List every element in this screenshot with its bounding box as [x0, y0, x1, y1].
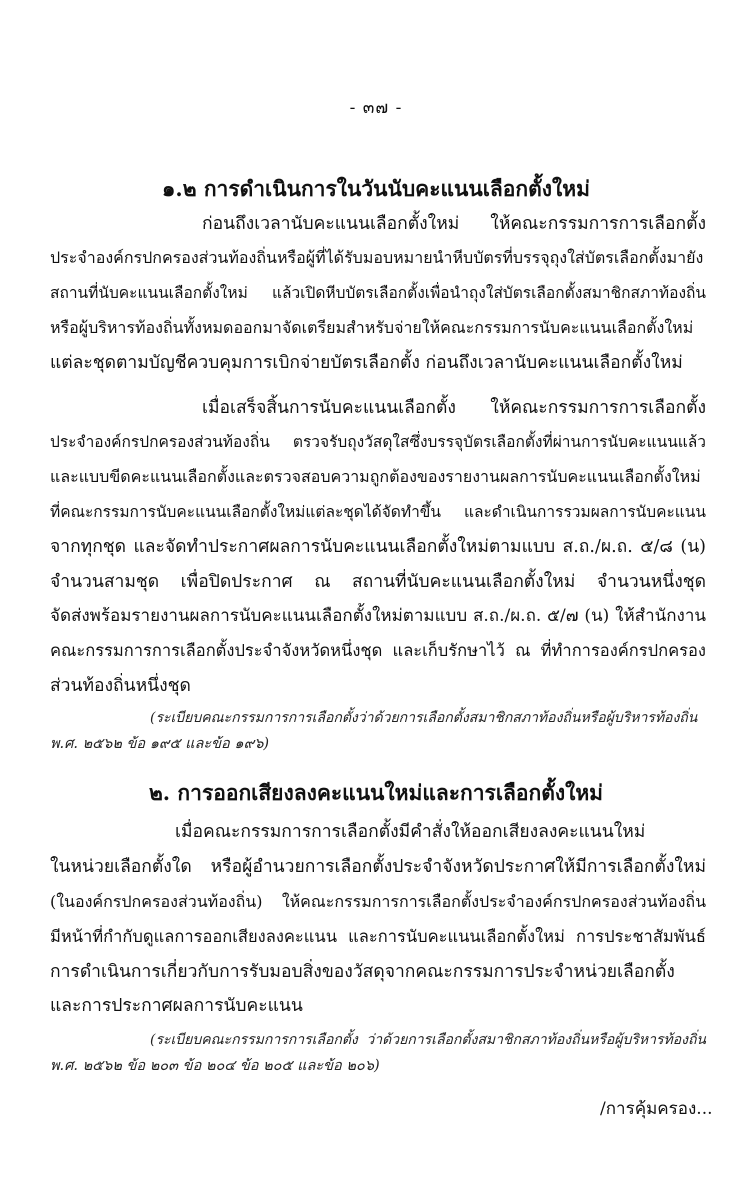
- body-line: มีหน้าที่กำกับดูแลการออกเสียงลงคะแนน และการนับคะแนนเลือกตั้งใหม่ การประชาสัมพันธ์: [50, 927, 706, 946]
- regulation-reference: (ระเบียบคณะกรรมการการเลือกตั้งว่าด้วยการเลือกตั้งสมาชิกสภาท้องถิ่นหรือผู้บริหารท้องถิ่น: [150, 710, 698, 726]
- section-heading-2: ๒. การออกเสียงลงคะแนนใหม่และการเลือกตั้งใหม่: [148, 780, 604, 805]
- body-line: คณะกรรมการการเลือกตั้งประจำจังหวัดหนึ่งชุด และเก็บรักษาไว้ ณ ที่ทำการองค์กรปกครอง: [50, 641, 706, 660]
- body-line: แต่ละชุดตามบัญชีควบคุมการเบิกจ่ายบัตรเลือกตั้ง ก่อนถึงเวลานับคะแนนเลือกตั้งใหม่: [50, 353, 683, 373]
- body-line: และแบบขีดคะแนนเลือกตั้งและตรวจสอบความถูกต้องของรายงานผลการนับคะแนนเลือกตั้งใหม่: [50, 467, 701, 486]
- continuation-marker: /การคุ้มครอง...: [600, 1099, 713, 1119]
- page-number: - ๓๗ -: [349, 98, 403, 118]
- body-line: ประจำองค์กรปกครองส่วนท้องถิ่นหรือผู้ที่ได้รับมอบหมายนำหีบบัตรที่บรรจุถุงใส่บัตรเลือกตั้งมายัง: [50, 248, 704, 267]
- body-line: การดำเนินการเกี่ยวกับการรับมอบสิ่งของวัสดุจากคณะกรรมการประจำหน่วยเลือกตั้ง: [50, 962, 675, 982]
- regulation-reference: (ระเบียบคณะกรรมการการเลือกตั้ง ว่าด้วยการเลือกตั้งสมาชิกสภาท้องถิ่นหรือผู้บริหารท้องถิ่น: [150, 1032, 706, 1048]
- body-line: จัดส่งพร้อมรายงานผลการนับคะแนนเลือกตั้งใหม่ตามแบบ ส.ถ./ผ.ถ. ๕/๗ (น) ให้สำนักงาน: [50, 606, 706, 626]
- body-line: (ในองค์กรปกครองส่วนท้องถิ่น) ให้คณะกรรมการการเลือกตั้งประจำองค์กรปกครองส่วนท้องถิ่น: [50, 892, 706, 911]
- body-line: ประจำองค์กรปกครองส่วนท้องถิ่น ตรวจรับถุงวัสดุใสซึ่งบรรจุบัตรเลือกตั้งที่ผ่านการนับคะแนนแล้ว: [50, 433, 706, 451]
- body-line: จากทุกชุด และจัดทำประกาศผลการนับคะแนนเลือกตั้งใหม่ตามแบบ ส.ถ./ผ.ถ. ๕/๘ (น): [50, 537, 706, 557]
- body-line: เมื่อเสร็จสิ้นการนับคะแนนเลือกตั้ง ให้คณะกรรมการการเลือกตั้ง: [202, 398, 706, 418]
- body-line: ส่วนท้องถิ่นหนึ่งชุด: [50, 676, 191, 696]
- body-line: เมื่อคณะกรรมการการเลือกตั้งมีคำสั่งให้ออกเสียงลงคะแนนใหม่: [175, 822, 646, 842]
- regulation-reference: พ.ศ. ๒๕๖๒ ข้อ ๑๙๕ และข้อ ๑๙๖): [50, 736, 270, 752]
- body-line: หรือผู้บริหารท้องถิ่นทั้งหมดออกมาจัดเตรียมสำหรับจ่ายให้คณะกรรมการนับคะแนนเลือกตั้งใหม่: [50, 318, 694, 337]
- body-line: และการประกาศผลการนับคะแนน: [50, 996, 303, 1016]
- body-line: ที่คณะกรรมการนับคะแนนเลือกตั้งใหม่แต่ละชุดได้จัดทำขึ้น และดำเนินการรวมผลการนับคะแนน: [50, 503, 706, 521]
- regulation-reference: พ.ศ. ๒๕๖๒ ข้อ ๒๐๓ ข้อ ๒๐๔ ข้อ ๒๐๕ และข้อ ๒๐๖): [50, 1058, 380, 1074]
- body-line: สถานที่นับคะแนนเลือกตั้งใหม่ แล้วเปิดหีบบัตรเลือกตั้งเพื่อนำถุงใส่บัตรเลือกตั้งสมาชิกสภาท้องถิ่น: [50, 284, 706, 302]
- body-line: ในหน่วยเลือกตั้งใด หรือผู้อำนวยการเลือกตั้งประจำจังหวัดประกาศให้มีการเลือกตั้งใหม่: [50, 857, 706, 877]
- body-line: จำนวนสามชุด เพื่อปิดประกาศ ณ สถานที่นับคะแนนเลือกตั้งใหม่ จำนวนหนึ่งชุด: [50, 572, 706, 592]
- section-heading-1-2: ๑.๒ การดำเนินการในวันนับคะแนนเลือกตั้งใหม่: [162, 176, 590, 201]
- body-line: ก่อนถึงเวลานับคะแนนเลือกตั้งใหม่ ให้คณะกรรมการการเลือกตั้ง: [202, 214, 706, 234]
